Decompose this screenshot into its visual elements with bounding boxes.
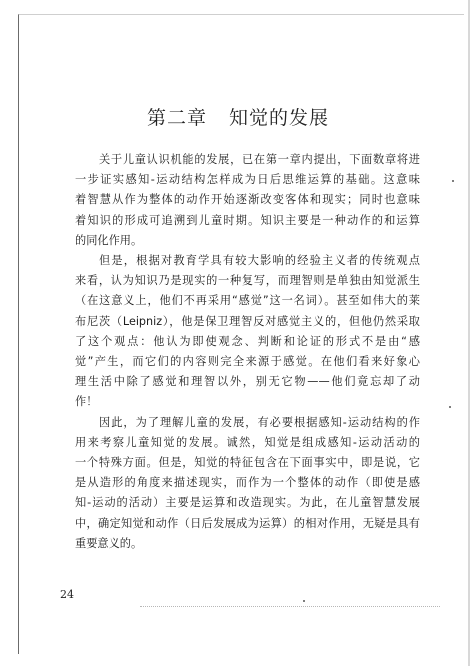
chapter-number: 第二章 [146,107,207,129]
text-line: 重要意义的。 [75,536,143,550]
text-line: 了这个观点：他认为即使观念、判断和论证的形式不是由“感 [75,334,420,348]
paragraph-1 [75,150,420,251]
text-line: 中，确定知觉和动作（日后发展成为运算）的相对作用，无疑是具有 [75,516,420,530]
text-line: 一步证实感知-运动结构怎样成为日后思维运算的基础。这意味 [75,173,420,187]
scan-speck [452,180,454,182]
paragraph-3 [75,413,420,554]
text-line: 关于儿童认识机能的发展，已在第一章内提出，下面数章将进 [99,153,420,166]
scan-page-edge [468,0,470,666]
chapter-name: 知觉的发展 [229,107,330,129]
text-line: 一个特殊方面。但是，知觉的特征包含在下面事实中，即是说，它 [75,456,420,470]
text-line: 作！ [75,395,98,409]
scan-speck [449,406,451,408]
chapter-body [75,150,420,554]
text-line: 布尼茨（Leipniz），他是保卫理智反对感觉主义的，但他仍然采取 [75,314,420,328]
scan-speck [303,600,305,602]
text-line: 来看，认为知识乃是现实的一种复写，而理智则是单独由知觉派生 [75,274,420,288]
text-line: 但是，根据对教育学具有较大影响的经验主义者的传统观点 [99,254,420,268]
text-line: 的同化作用。 [75,233,143,247]
text-line: 用来考察儿童知觉的发展。诚然，知觉是组成感知-运动活动的 [75,435,420,449]
text-line: 理生活中除了感觉和理智以外，别无它物——他们竟忘却了动 [75,375,420,389]
page-number: 24 [60,588,74,601]
text-line: 着智慧从作为整体的动作开始逐渐改变客体和现实；同时也意味 [75,193,420,207]
paragraph-2 [75,251,420,413]
text-line: （在这意义上，他们不再采用“感觉”这一名词）。甚至如伟大的莱 [75,294,420,308]
text-line: 是从造形的角度来描述现实，而作为一个整体的动作（即使是感 [75,476,420,490]
scan-noise-line [140,606,440,609]
text-line: 知-运动的活动）主要是运算和改造现实。为此，在儿童智慧发展 [75,496,420,510]
text-line: 着知识的形成可追溯到儿童时期。知识主要是一种动作的和运算 [75,213,420,227]
text-line: 因此，为了理解儿童的发展，有必要根据感知-运动结构的作 [99,415,420,429]
chapter-title [0,103,476,130]
text-line: 觉”产生，而它们的内容则完全来源于感觉。在他们看来好象心 [75,355,420,369]
